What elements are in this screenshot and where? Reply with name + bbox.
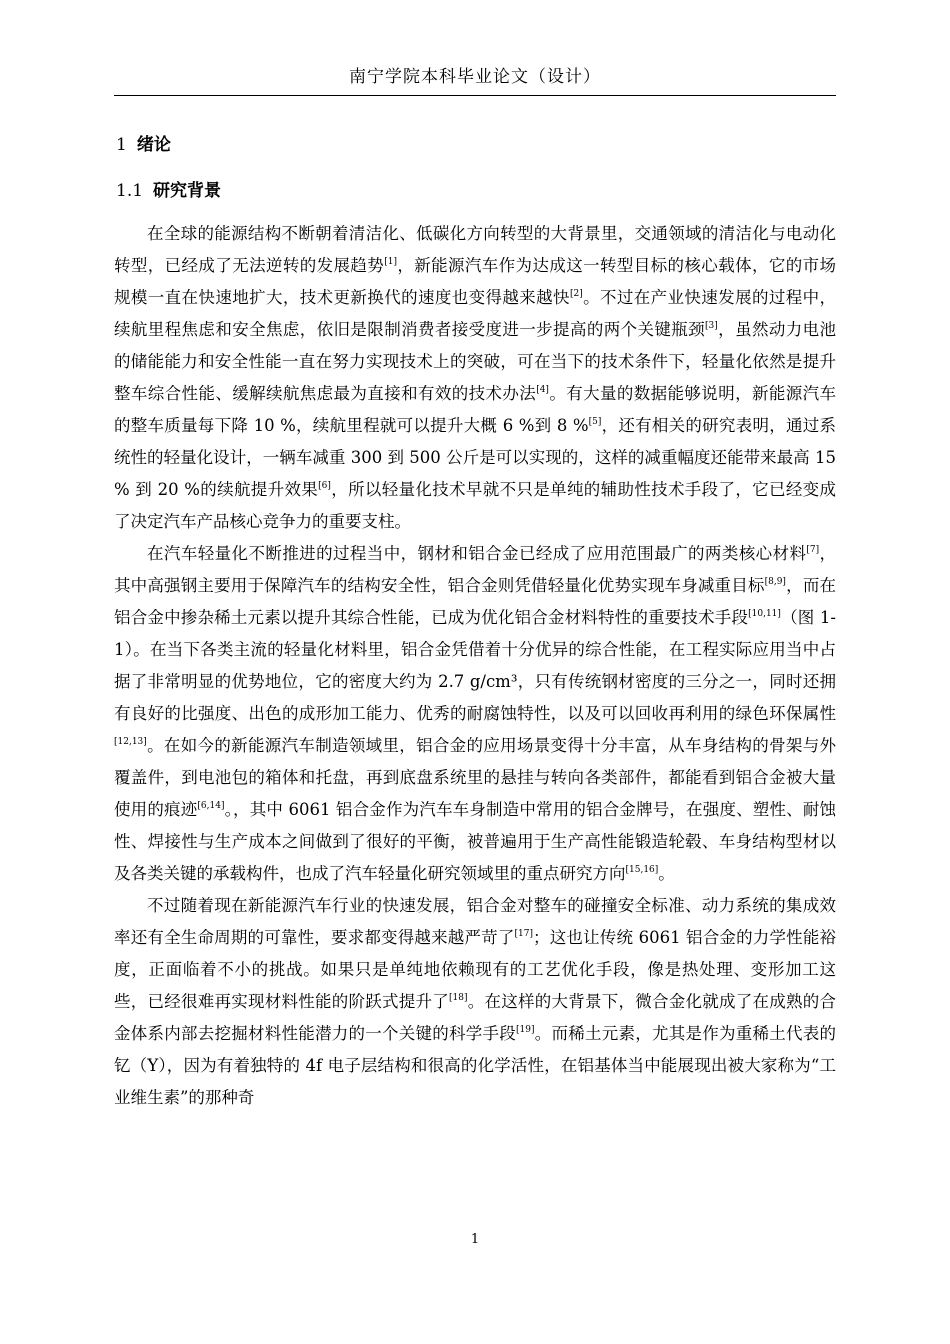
citation-ref: [1] <box>384 257 397 267</box>
citation-ref: [6,14] <box>197 801 225 811</box>
body-paragraph <box>114 538 836 890</box>
text-run: 。有大量的数据能够说明，新能源汽车的整车质量每下降 10 %，续航里程就可以提升大概 6 %到 8 % <box>114 384 837 435</box>
chapter-heading <box>116 132 171 158</box>
text-run: （图 1-1）。在当下各类主流的轻量化材料里，铝合金凭借着十分优异的综合性能，在工程实际应用当中占据了非常明显的优势地位，它的密度大约为 2.7 g/cm³，只有传统钢材密度的三分之一，同时还拥有良好的比强度、出色的成形加工能力、优秀的耐腐蚀特性，以及可以回收再利用的绿色环保属性 <box>114 608 836 723</box>
text-run: 。，其中 6061 铝合金作为汽车车身制造中常用的铝合金牌号，在强度、塑性、耐蚀性、焊接性与生产成本之间做到了很好的平衡，被普遍用于生产高性能锻造轮毂、车身结构型材以及各类关键的承载构件，也成了汽车轻量化研究领域里的重点研究方向 <box>114 800 837 883</box>
body-paragraph <box>114 890 836 1114</box>
chapter-title: 绪论 <box>136 135 171 155</box>
chapter-number: 1 <box>116 135 127 155</box>
page-number: 1 <box>470 1232 480 1247</box>
citation-ref: [19] <box>516 1025 535 1035</box>
citation-ref: [8,9] <box>764 577 786 587</box>
citation-ref: [2] <box>569 289 583 299</box>
section-number: 1.1 <box>116 181 144 201</box>
text-run: ，还有相关的研究表明，通过系统性的轻量化设计，一辆车减重 300 到 500 公斤是可以实现的，这样的减重幅度还能带来最高 15 % 到 20 %的续航提升效果 <box>114 416 837 499</box>
citation-ref: [7] <box>806 545 820 555</box>
section-heading <box>116 178 221 204</box>
text-run: ，虽然动力电池的储能能力和安全性能一直在努力实现技术上的突破，可在当下的技术条件下，轻量化依然是提升整车综合性能、缓解续航焦虑最为直接和有效的技术办法 <box>114 320 837 403</box>
text-run: ；这也让传统 6061 铝合金的力学性能裕度，正面临着不小的挑战。如果只是单纯地依赖现有的工艺优化手段，像是热处理、变形加工这些，已经很难再实现材料性能的阶跃式提升了 <box>114 928 837 1011</box>
section-title: 研究背景 <box>153 181 222 201</box>
body-text <box>114 218 836 1114</box>
citation-ref: [17] <box>514 929 534 939</box>
text-run: 在汽车轻量化不断推进的过程当中，钢材和铝合金已经成了应用范围最广的两类核心材料 <box>147 544 807 563</box>
text-run: ，其中高强钢主要用于保障汽车的结构安全性，铝合金则凭借轻量化优势实现车身减重目标 <box>114 544 836 595</box>
header-rule <box>114 95 836 96</box>
text-run: 在全球的能源结构不断朝着清洁化、低碳化方向转型的大背景里，交通领域的清洁化与电动化转型，已经成了无法逆转的发展趋势 <box>114 224 836 275</box>
text-run: 。 <box>658 864 675 883</box>
citation-ref: [6] <box>318 481 331 491</box>
body-paragraph <box>114 218 836 538</box>
citation-ref: [12,13] <box>114 737 147 747</box>
text-run: 不过随着现在新能源汽车行业的快速发展，铝合金对整车的碰撞安全标准、动力系统的集成效率还有全生命周期的可靠性，要求都变得越来越严苛了 <box>114 896 836 947</box>
citation-ref: [18] <box>449 993 468 1003</box>
text-run: 。在这样的大背景下，微合金化就成了在成熟的合金体系内部去挖掘材料性能潜力的一个关键的科学手段 <box>114 992 837 1043</box>
text-run: 。在如今的新能源汽车制造领域里，铝合金的应用场景变得十分丰富，从车身结构的骨架与外覆盖件，到电池包的箱体和托盘，再到底盘系统里的悬挂与转向各类部件，都能看到铝合金被大量使用的痕迹 <box>114 736 836 819</box>
citation-ref: [15,16] <box>625 865 659 875</box>
citation-ref: [5] <box>588 417 602 427</box>
text-run: ，所以轻量化技术早就不只是单纯的辅助性技术手段了，它已经变成了决定汽车产品核心竞争力的重要支柱。 <box>114 480 837 531</box>
citation-ref: [3] <box>705 321 718 331</box>
text-run: 。而稀土元素，尤其是作为重稀土代表的钇（Y），因为有着独特的 4f 电子层结构和很高的化学活性，在铝基体当中能展现出被大家称为“工业维生素”的那种奇 <box>114 1024 837 1107</box>
running-header: 南宁学院本科毕业论文（设计） <box>349 67 601 87</box>
citation-ref: [4] <box>536 385 549 395</box>
text-run: ，而在铝合金中掺杂稀土元素以提升其综合性能，已成为优化铝合金材料特性的重要技术手段 <box>114 576 837 627</box>
text-run: 。不过在产业快速发展的过程中，续航里程焦虑和安全焦虑，依旧是限制消费者接受度进一步提高的两个关键瓶颈 <box>114 288 837 339</box>
text-run: ，新能源汽车作为达成这一转型目标的核心载体，它的市场规模一直在快速地扩大，技术更新换代的速度也变得越来越快 <box>114 256 837 307</box>
citation-ref: [10,11] <box>748 609 781 619</box>
